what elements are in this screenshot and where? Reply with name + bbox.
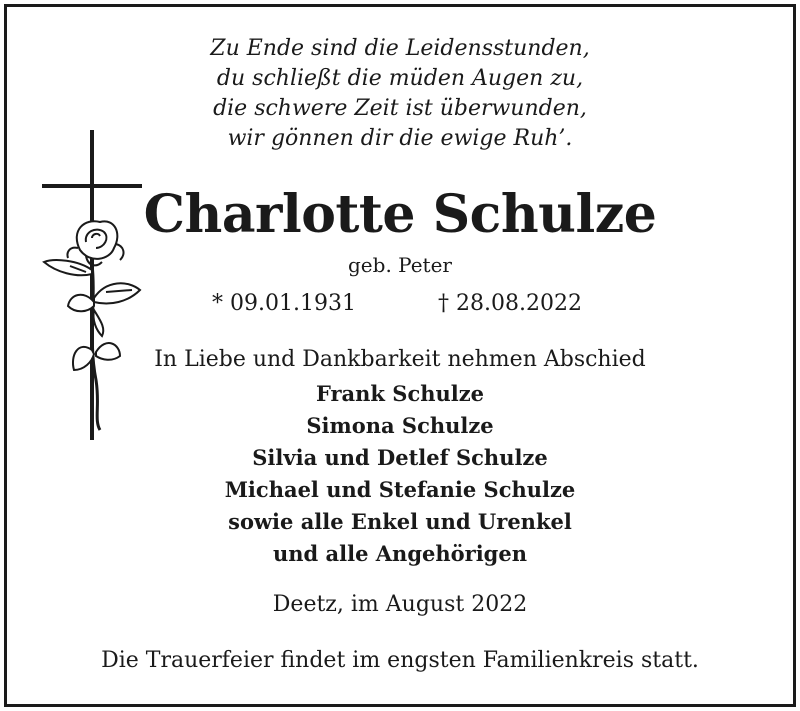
poem-line: die schwere Zeit ist überwunden, (213, 96, 587, 121)
mourner-line: und alle Angehörigen (273, 541, 527, 566)
funeral-note: Die Trauerfeier findet im engsten Familienkreis statt. (101, 648, 699, 673)
deceased-name: Charlotte Schulze (143, 184, 657, 245)
place-date: Deetz, im August 2022 (272, 592, 528, 617)
mourner-line: Michael und Stefanie Schulze (224, 477, 576, 502)
poem-line: wir gönnen dir die ewige Ruh’. (227, 126, 573, 151)
poem-line: du schließt die müden Augen zu, (216, 66, 584, 91)
birth-name: geb. Peter (348, 253, 452, 277)
death-date: † 28.08.2022 (438, 291, 582, 316)
mourner-line: Silvia und Detlef Schulze (252, 445, 548, 470)
poem-line: Zu Ende sind die Leidensstunden, (210, 36, 590, 61)
birth-date: * 09.01.1931 (212, 291, 356, 316)
mourners-list (0, 378, 800, 570)
mourner-line: Frank Schulze (315, 381, 485, 406)
mourner-line: Simona Schulze (306, 413, 494, 438)
mourner-line: sowie alle Enkel und Urenkel (228, 509, 572, 534)
farewell-intro: In Liebe und Dankbarkeit nehmen Abschied (154, 347, 646, 372)
